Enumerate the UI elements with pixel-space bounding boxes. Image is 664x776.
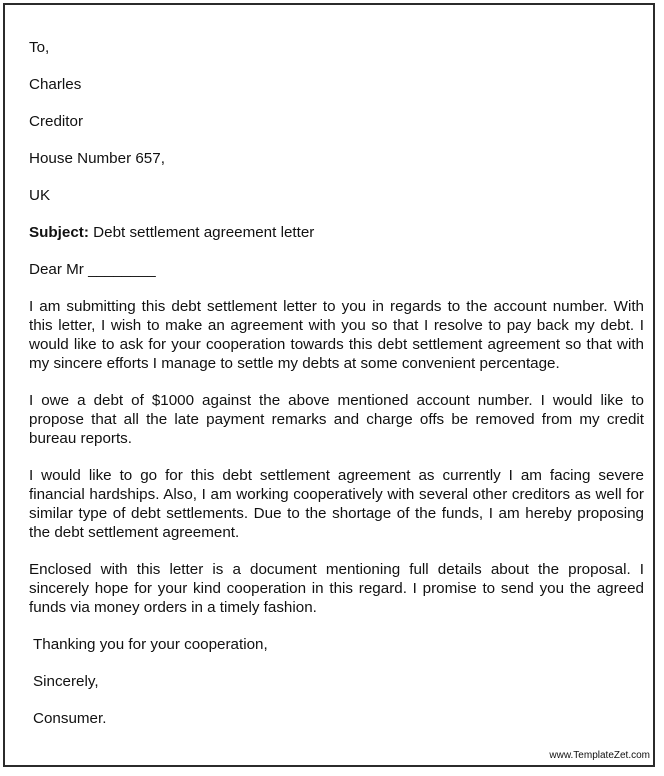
watermark-footer: www.TemplateZet.com — [549, 750, 650, 761]
subject-text: Debt settlement agreement letter — [93, 224, 315, 241]
address-line: House Number 657, — [29, 150, 165, 167]
paragraph-2: I owe a debt of $1000 against the above mentioned account number. I would like to propose that all the late payment remarks and charge offs be removed from my credit bureau reports. — [29, 392, 644, 447]
thanks-line: Thanking you for your cooperation, — [33, 636, 268, 653]
subject-line — [29, 223, 645, 242]
recipient-name: Charles — [29, 76, 82, 93]
subject-label: Subject: — [29, 224, 89, 241]
closing-line: Sincerely, — [33, 673, 99, 690]
to-line: To, — [29, 39, 50, 56]
signature-line: Consumer. — [33, 710, 107, 727]
salutation: Dear Mr ________ — [29, 261, 156, 278]
country-line: UK — [29, 187, 51, 204]
recipient-role: Creditor — [29, 113, 84, 130]
paragraph-4: Enclosed with this letter is a document mentioning full details about the proposal. I sincerely hope for your kind cooperation in this regard. I promise to send you the agreed funds via money orders in a timely fashion. — [29, 561, 644, 616]
paragraph-3: I would like to go for this debt settlement agreement as currently I am facing severe financial hardships. Also, I am working cooperatively with several other creditors as well for similar type of debt settlements. Due to the shortage of the funds, I am hereby proposing the debt settlement agreement. — [29, 467, 644, 541]
paragraph-1: I am submitting this debt settlement letter to you in regards to the account number. With this letter, I wish to make an agreement with you so that I resolve to pay back my debt. I would like to ask for your cooperation towards this debt settlement agreement so that with my sincere efforts I manage to settle my debts at some convenient percentage. — [29, 298, 644, 372]
letter-body — [29, 38, 645, 746]
